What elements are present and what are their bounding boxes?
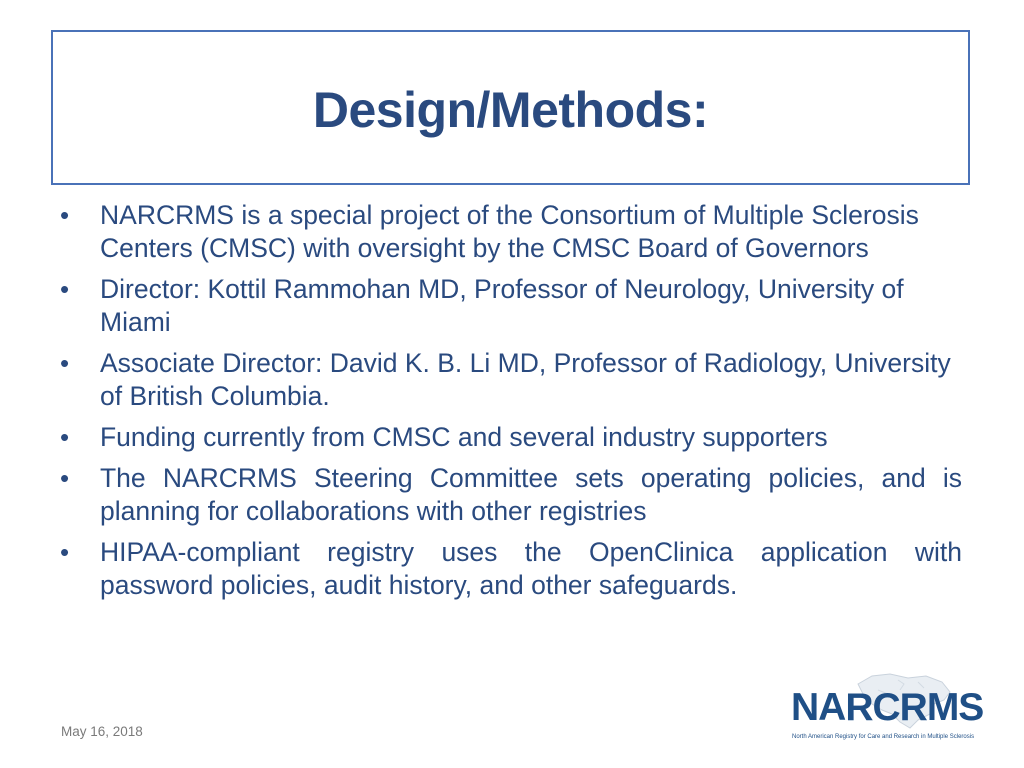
bullet-list [60, 199, 962, 610]
bullet-icon: • [60, 463, 70, 493]
bullet-icon: • [60, 537, 70, 567]
bullet-text: The NARCRMS Steering Committee sets operating policies, and is planning for collaborations with other registries [100, 463, 962, 526]
bullet-item [60, 347, 962, 413]
bullet-text: HIPAA-compliant registry uses the OpenClinica application with password policies, audit history, and other safeguards. [100, 537, 962, 600]
bullet-item [60, 462, 962, 528]
bullet-item [60, 421, 962, 454]
footer-date: May 16, 2018 [61, 724, 143, 739]
bullet-icon: • [60, 348, 70, 378]
narcrms-logo [780, 664, 984, 754]
bullet-item [60, 536, 962, 602]
bullet-text: NARCRMS is a special project of the Consortium of Multiple Sclerosis Centers (CMSC) with oversight by the CMSC Board of Governors [100, 200, 919, 263]
bullet-item [60, 199, 962, 265]
title-box [51, 30, 970, 185]
logo-tagline: North American Registry for Care and Research in Multiple Sclerosis [792, 734, 975, 740]
bullet-text: Director: Kottil Rammohan MD, Professor of Neurology, University of Miami [100, 274, 904, 337]
slide-title: Design/Methods: [312, 81, 709, 138]
bullet-icon: • [60, 200, 70, 230]
bullet-text: Associate Director: David K. B. Li MD, Professor of Radiology, University of British Columbia. [100, 348, 951, 411]
bullet-item [60, 273, 962, 339]
bullet-text: Funding currently from CMSC and several industry supporters [100, 422, 828, 452]
bullet-icon: • [60, 274, 70, 304]
logo-wordmark: NARCRMS [791, 686, 984, 729]
bullet-icon: • [60, 422, 70, 452]
